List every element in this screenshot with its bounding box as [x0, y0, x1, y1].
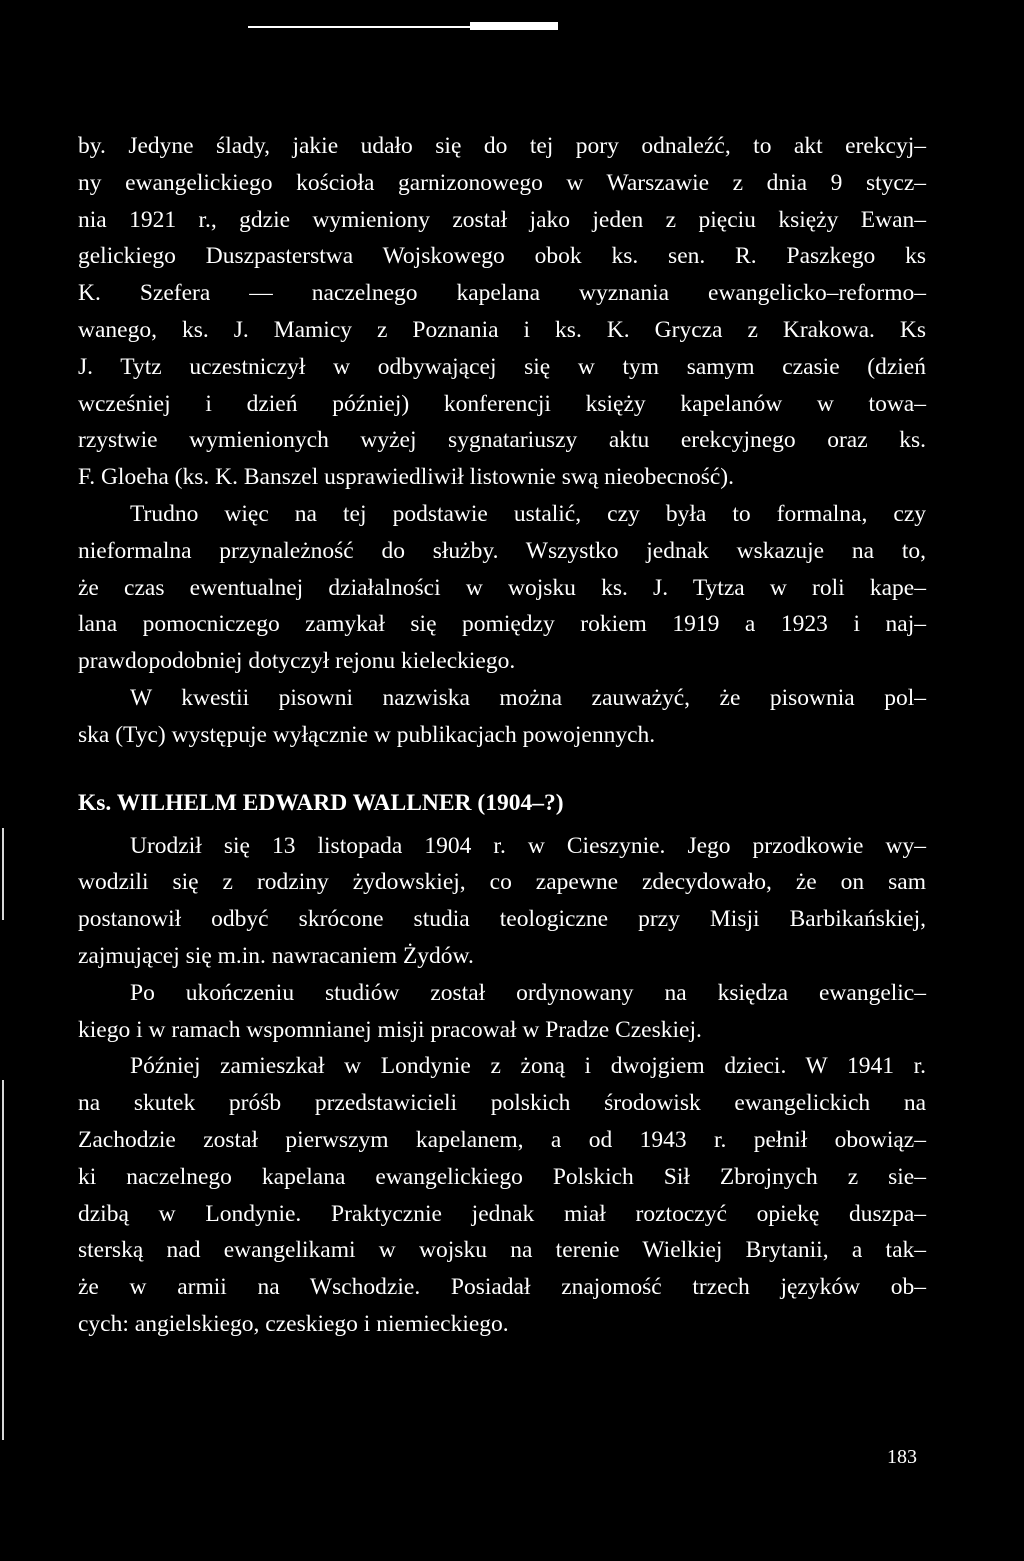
text-line: nia 1921 r., gdzie wymieniony został jako jeden z pięciu księży Ewan– [78, 206, 926, 233]
section-heading: Ks. WILHELM EDWARD WALLNER (1904–?) [78, 789, 564, 816]
scan-edge-line [2, 828, 4, 920]
page-content [78, 128, 926, 1343]
paragraph-5 [78, 975, 926, 1049]
text-line: wodzili się z rodziny żydowskiej, co zapewne zdecydowało, że on sam [78, 869, 926, 896]
top-rule-accent [470, 22, 558, 30]
text-line: Później zamieszkał w Londynie z żoną i dwojgiem dzieci. W 1941 r. [130, 1053, 926, 1080]
paragraph-4 [78, 828, 926, 975]
text-line: że czas ewentualnej działalności w wojsku ks. J. Tytza w roli kape– [78, 574, 926, 601]
text-line: wcześniej i dzień później) konferencji księży kapelanów w towa– [78, 390, 926, 417]
text-line: lana pomocniczego zamykał się pomiędzy rokiem 1919 a 1923 i naj– [78, 611, 926, 638]
text-line: dzibą w Londynie. Praktycznie jednak miał roztoczyć opiekę duszpa– [78, 1200, 926, 1227]
text-line: gelickiego Duszpasterstwa Wojskowego obok ks. sen. R. Paszkego ks [78, 243, 926, 270]
text-line: kiego i w ramach wspomnianej misji pracował w Pradze Czeskiej. [78, 1016, 702, 1043]
text-line: zajmującej się m.in. nawracaniem Żydów. [78, 942, 474, 969]
text-line: prawdopodobniej dotyczył rejonu kieleckiego. [78, 648, 516, 675]
scan-edge-line [2, 1080, 4, 1440]
text-line: W kwestii pisowni nazwiska można zauważyć, że pisownia pol– [130, 684, 926, 711]
text-line: postanowił odbyć skrócone studia teologiczne przy Misji Barbikańskiej, [78, 906, 926, 933]
text-line: ki naczelnego kapelana ewangelickiego Polskich Sił Zbrojnych z sie– [78, 1163, 926, 1190]
paragraph-2 [78, 496, 926, 680]
text-line: Urodził się 13 listopada 1904 r. w Cieszynie. Jego przodkowie wy– [130, 832, 926, 859]
paragraph-6 [78, 1048, 926, 1342]
text-line: nieformalna przynależność do służby. Wszystko jednak wskazuje na to, [78, 537, 926, 564]
text-line: na skutek próśb przedstawicieli polskich środowisk ewangelickich na [78, 1090, 926, 1117]
text-line: F. Gloeha (ks. K. Banszel usprawiedliwił listownie swą nieobecność). [78, 464, 734, 491]
page-number: 183 [887, 1446, 917, 1468]
text-line: wanego, ks. J. Mamicy z Poznania i ks. K. Grycza z Krakowa. Ks [78, 316, 926, 343]
text-line: Trudno więc na tej podstawie ustalić, czy była to formalna, czy [130, 500, 926, 527]
text-line: cych: angielskiego, czeskiego i niemieckiego. [78, 1310, 509, 1337]
text-line: że w armii na Wschodzie. Posiadał znajomość trzech języków ob– [78, 1274, 926, 1301]
text-line: by. Jedyne ślady, jakie udało się do tej pory odnaleźć, to akt erekcyj– [78, 133, 926, 159]
text-line: Zachodzie został pierwszym kapelanem, a od 1943 r. pełnił obowiąz– [78, 1126, 926, 1153]
text-line: K. Szefera — naczelnego kapelana wyznania ewangelicko–reformo– [78, 280, 926, 307]
text-line: sterską nad ewangelikami w wojsku na terenie Wielkiej Brytanii, a tak– [78, 1237, 926, 1264]
paragraph-1 [78, 128, 926, 496]
text-line: ska (Tyc) występuje wyłącznie w publikacjach powojennych. [78, 721, 656, 748]
text-line: ny ewangelickiego kościoła garnizonowego w Warszawie z dnia 9 stycz– [78, 169, 926, 196]
text-line: Po ukończeniu studiów został ordynowany na księdza ewangelic– [130, 979, 926, 1006]
text-line: J. Tytz uczestniczył w odbywającej się w tym samym czasie (dzień [78, 353, 926, 380]
text-line: rzystwie wymienionych wyżej sygnatariuszy aktu erekcyjnego oraz ks. [78, 427, 926, 454]
paragraph-3 [78, 680, 926, 754]
